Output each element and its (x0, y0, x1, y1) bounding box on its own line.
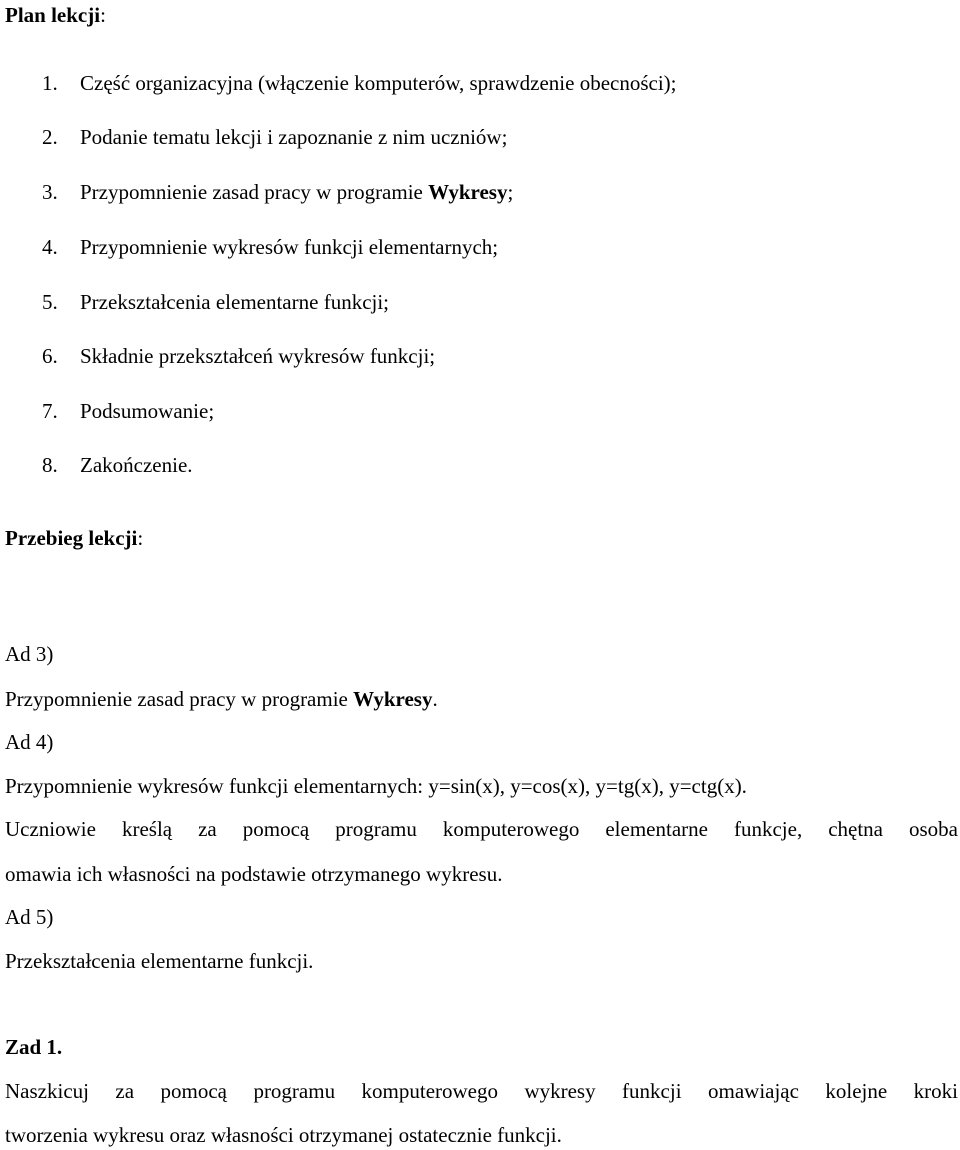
ad3-label: Ad 3) (5, 642, 54, 666)
plan-heading (5, 3, 106, 27)
ad4-line2: Uczniowie kreślą za pomocą programu komputerowego elementarne funkcje, chętna osoba (5, 817, 958, 841)
list-item-text: Podsumowanie; (80, 399, 215, 423)
ad3-program-name: Wykresy (353, 687, 433, 711)
przebieg-heading (5, 526, 143, 550)
list-item (42, 453, 193, 477)
plan-heading-colon: : (100, 3, 106, 27)
list-item-number: 2. (42, 125, 58, 149)
list-item-number: 1. (42, 71, 58, 95)
list-item (42, 399, 214, 423)
list-item-text: Składnie przekształceń wykresów funkcji; (80, 344, 436, 368)
list-item-text: Podanie tematu lekcji i zapoznanie z nim uczniów; (80, 125, 508, 149)
list-item-text-before: Przypomnienie zasad pracy w programie (80, 180, 429, 204)
przebieg-heading-colon: : (137, 526, 144, 550)
list-item-number: 8. (42, 453, 58, 477)
list-item-number: 7. (42, 399, 58, 423)
zad1-line1: Naszkicuj za pomocą programu komputerowego wykresy funkcji omawiając kolejne kroki (5, 1079, 958, 1103)
list-item-program-name: Wykresy (428, 180, 508, 204)
ad4-line3: omawia ich własności na podstawie otrzymanego wykresu. (5, 862, 503, 886)
list-item-number: 4. (42, 235, 58, 259)
list-item (42, 235, 498, 259)
list-item-number: 3. (42, 180, 58, 204)
list-item (42, 71, 677, 95)
ad3-text-before: Przypomnienie zasad pracy w programie (5, 687, 354, 711)
list-item-number: 6. (42, 344, 58, 368)
przebieg-heading-text: Przebieg lekcji (5, 526, 138, 550)
ad3-text (5, 687, 438, 711)
list-item (42, 180, 513, 204)
list-item-number: 5. (42, 290, 58, 314)
ad5-text: Przekształcenia elementarne funkcji. (5, 949, 314, 973)
list-item-text: Przypomnienie wykresów funkcji elementarnych; (80, 235, 499, 259)
list-item-text: Zakończenie. (80, 453, 193, 477)
plan-heading-text: Plan lekcji (5, 3, 101, 27)
list-item-text: Część organizacyjna (włączenie komputerów, sprawdzenie obecności); (80, 71, 677, 95)
list-item (42, 290, 389, 314)
list-item-text: Przekształcenia elementarne funkcji; (80, 290, 390, 314)
list-item (42, 344, 435, 368)
list-item-text-after: ; (507, 180, 514, 204)
ad4-label: Ad 4) (5, 730, 54, 754)
ad3-text-after: . (432, 687, 438, 711)
zad1-line2: tworzenia wykresu oraz własności otrzymanej ostatecznie funkcji. (5, 1123, 562, 1147)
list-item (42, 125, 507, 149)
ad5-label: Ad 5) (5, 905, 54, 929)
ad4-line1: Przypomnienie wykresów funkcji elementarnych: y=sin(x), y=cos(x), y=tg(x), y=ctg(x). (5, 774, 747, 798)
zad1-heading: Zad 1. (5, 1035, 63, 1059)
